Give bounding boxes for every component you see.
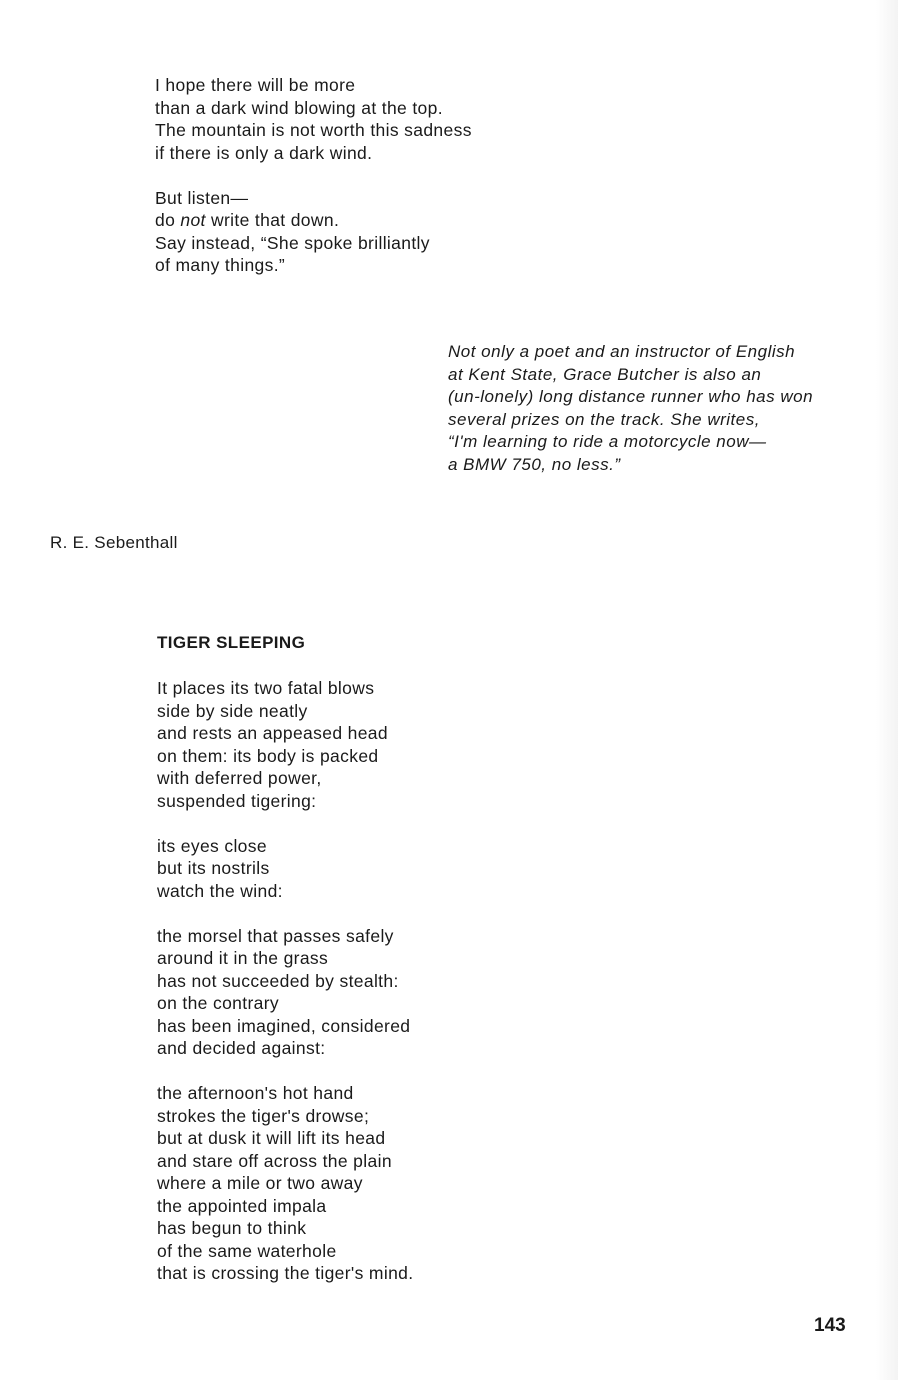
poem-line: where a mile or two away: [157, 1173, 363, 1193]
poem-line: with deferred power,: [157, 768, 322, 788]
bio-line: (un-lonely) long distance runner who has won: [448, 387, 814, 407]
poem-line: Say instead, “She spoke brilliantly: [155, 232, 430, 253]
poem-stanza: [157, 1082, 413, 1285]
poem-stanza: [157, 925, 413, 1060]
poem-line: suspended tigering:: [157, 790, 317, 811]
poem-line: side by side neatly: [157, 700, 308, 721]
poem-line: than a dark wind blowing at the top.: [155, 97, 443, 118]
poem-stanza: [155, 187, 472, 277]
poem-line: The mountain is not worth this sadness: [155, 120, 472, 140]
poem-line: and decided against:: [157, 1038, 326, 1058]
poem-line: has not succeeded by stealth:: [157, 970, 399, 991]
poem-line: and stare off across the plain: [157, 1150, 392, 1171]
page-edge-shade: [876, 0, 898, 1380]
bio-line: at Kent State, Grace Butcher is also an: [448, 364, 762, 384]
poem-stanza: [157, 835, 413, 903]
poem-title: TIGER SLEEPING: [157, 633, 306, 652]
line-text-after: write that down.: [205, 210, 340, 230]
poem-line: watch the wind:: [157, 880, 283, 901]
poem-line: has begun to think: [157, 1218, 307, 1238]
poem-line: but at dusk it will lift its head: [157, 1128, 386, 1148]
poem-line: of many things.”: [155, 255, 286, 275]
bio-line: a BMW 750, no less.”: [448, 454, 621, 474]
poem-line: strokes the tiger's drowse;: [157, 1105, 370, 1126]
poem-line: on them: its body is packed: [157, 745, 379, 766]
bio-line: Not only a poet and an instructor of English: [448, 342, 796, 361]
poem-continuation: [155, 74, 472, 277]
poem-line: the appointed impala: [157, 1195, 327, 1216]
poem-line: its eyes close: [157, 835, 267, 856]
poem-line: if there is only a dark wind.: [155, 142, 373, 163]
poem-line: and rests an appeased head: [157, 723, 388, 743]
poem-line: has been imagined, considered: [157, 1015, 411, 1036]
author-name: R. E. Sebenthall: [50, 533, 178, 552]
poem-line: the morsel that passes safely: [157, 925, 394, 946]
poem-line: I hope there will be more: [155, 75, 356, 95]
poem-line: It places its two fatal blows: [157, 678, 375, 698]
poem-line: of the same waterhole: [157, 1240, 337, 1261]
bio-line: several prizes on the track. She writes,: [448, 409, 760, 429]
poem-line: on the contrary: [157, 993, 279, 1013]
poem-line: but its nostrils: [157, 858, 270, 878]
poem-line: that is crossing the tiger's mind.: [157, 1263, 414, 1283]
bio-line: “I'm learning to ride a motorcycle now—: [448, 432, 767, 452]
author-bio-note: [448, 341, 813, 477]
poem-body: [157, 677, 413, 1285]
emphasized-word: not: [180, 210, 206, 230]
line-text-before: do: [155, 210, 181, 230]
poem-line: around it in the grass: [157, 948, 329, 968]
poem-stanza: [157, 677, 413, 812]
poem-stanza: [155, 74, 472, 164]
page-number: 143: [814, 1315, 846, 1336]
poem-line: the afternoon's hot hand: [157, 1083, 354, 1103]
poem-line: But listen—: [155, 187, 249, 208]
poem-line-emphasis: [155, 209, 472, 232]
